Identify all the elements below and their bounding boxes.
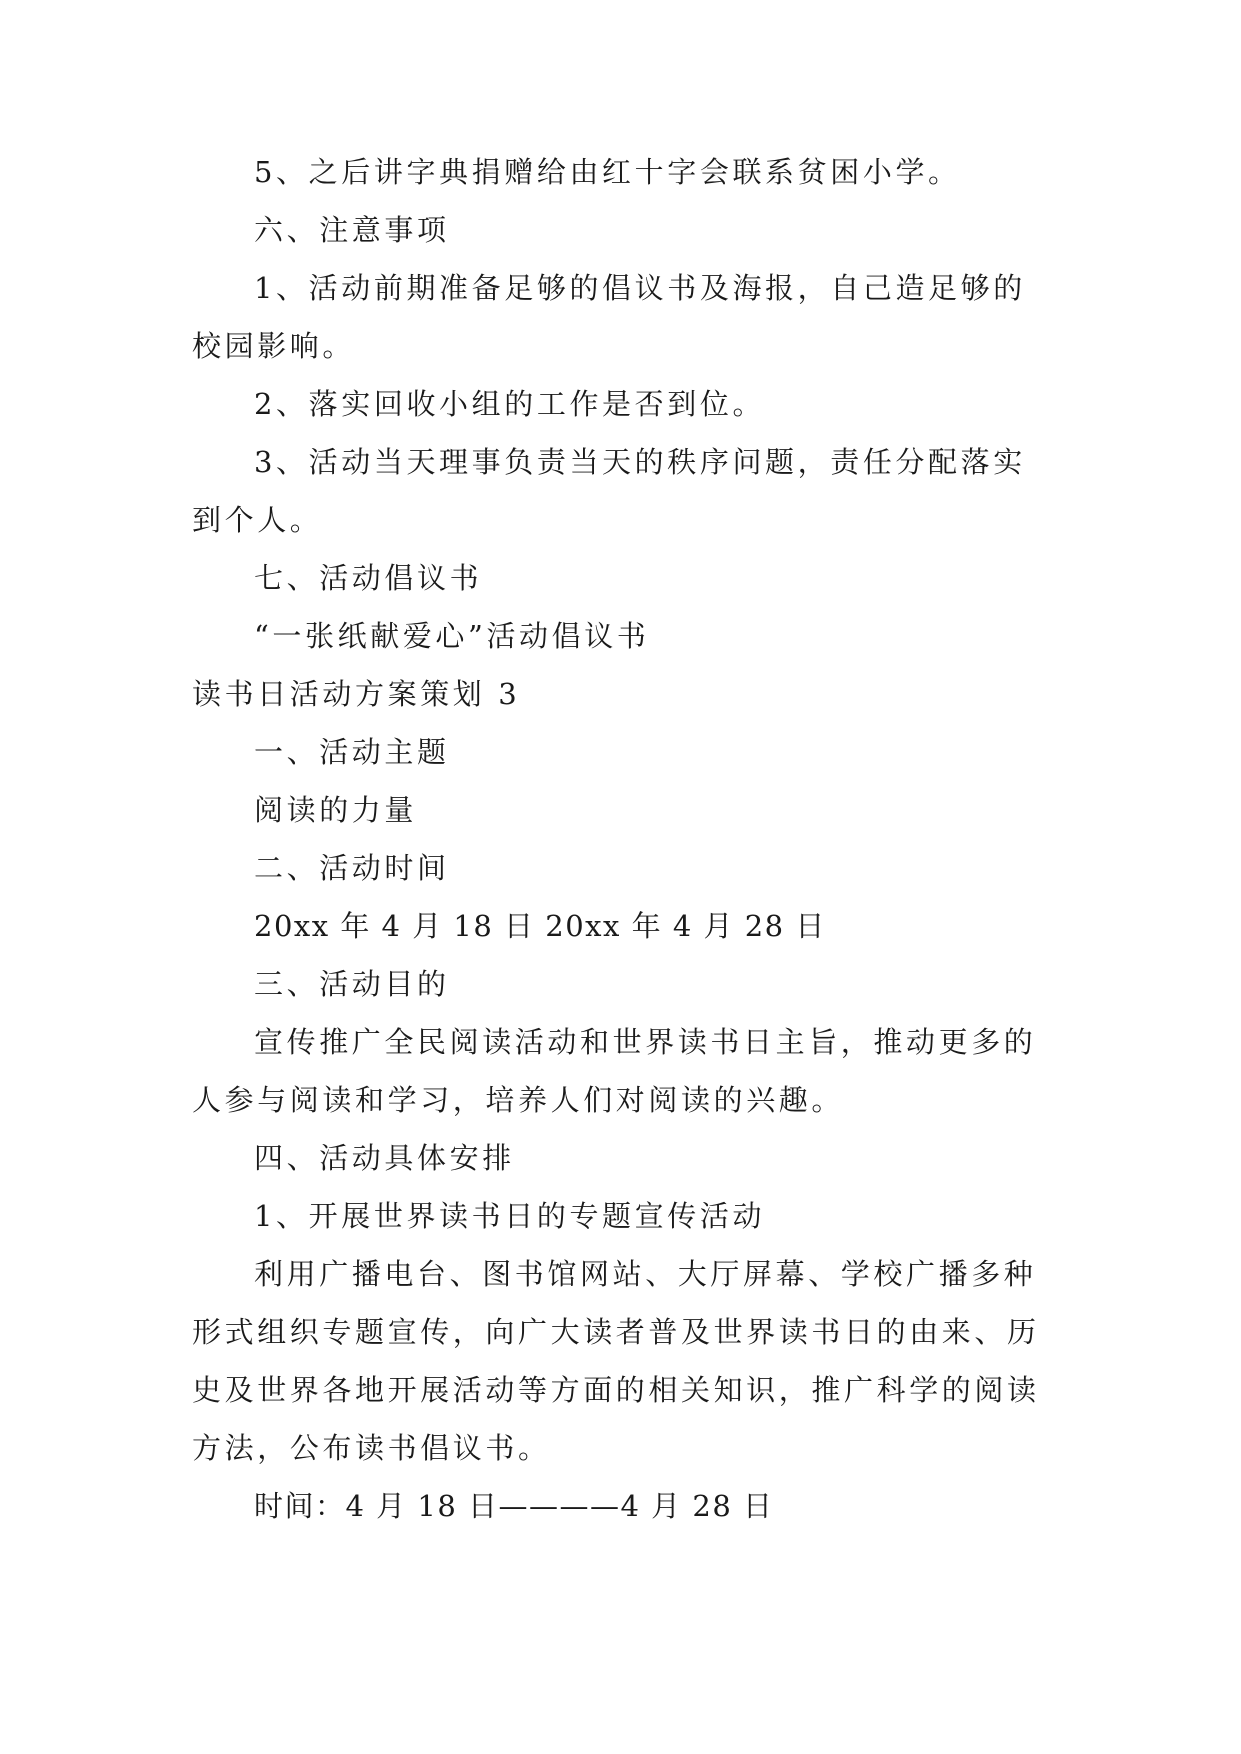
time-range-text: 20xx 年 4 月 18 日 20xx 年 4 月 28 日 — [254, 909, 826, 943]
arrangement-paragraph-line-2: 形式组织专题宣传，向广大读者普及世界读书日的由来、历 — [192, 1315, 1040, 1349]
paragraph-note-1-line-2: 校园影响。 — [192, 329, 356, 363]
section-heading-notes: 六、注意事项 — [254, 213, 450, 247]
paragraph-item-5: 5、之后讲字典捐赠给由红十字会联系贫困小学。 — [254, 155, 961, 189]
proposal-title: “一张纸献爱心”活动倡议书 — [254, 619, 650, 653]
paragraph-note-1-line-1: 1、活动前期准备足够的倡议书及海报，自己造足够的 — [254, 271, 1026, 305]
paragraph-note-2: 2、落实回收小组的工作是否到位。 — [254, 387, 766, 421]
arrangement-paragraph-line-4: 方法，公布读书倡议书。 — [192, 1431, 551, 1465]
paragraph-note-3-line-1: 3、活动当天理事负责当天的秩序问题，责任分配落实 — [254, 445, 1026, 479]
section-heading-theme: 一、活动主题 — [254, 735, 450, 769]
schedule-time-text: 时间：4 月 18 日————4 月 28 日 — [254, 1489, 774, 1523]
document-title: 读书日活动方案策划 3 — [192, 677, 521, 711]
section-heading-arrangement: 四、活动具体安排 — [254, 1141, 515, 1175]
paragraph-note-3-line-2: 到个人。 — [192, 503, 323, 537]
arrangement-item-1: 1、开展世界读书日的专题宣传活动 — [254, 1199, 766, 1233]
section-heading-proposal: 七、活动倡议书 — [254, 561, 483, 595]
arrangement-paragraph-line-1: 利用广播电台、图书馆网站、大厅屏幕、学校广播多种 — [254, 1257, 1037, 1291]
theme-text: 阅读的力量 — [254, 793, 418, 827]
purpose-paragraph-line-1: 宣传推广全民阅读活动和世界读书日主旨，推动更多的 — [254, 1025, 1037, 1059]
purpose-paragraph-line-2: 人参与阅读和学习，培养人们对阅读的兴趣。 — [192, 1083, 845, 1117]
arrangement-paragraph-line-3: 史及世界各地开展活动等方面的相关知识，推广科学的阅读 — [192, 1373, 1040, 1407]
section-heading-purpose: 三、活动目的 — [254, 967, 450, 1001]
section-heading-time: 二、活动时间 — [254, 851, 450, 885]
